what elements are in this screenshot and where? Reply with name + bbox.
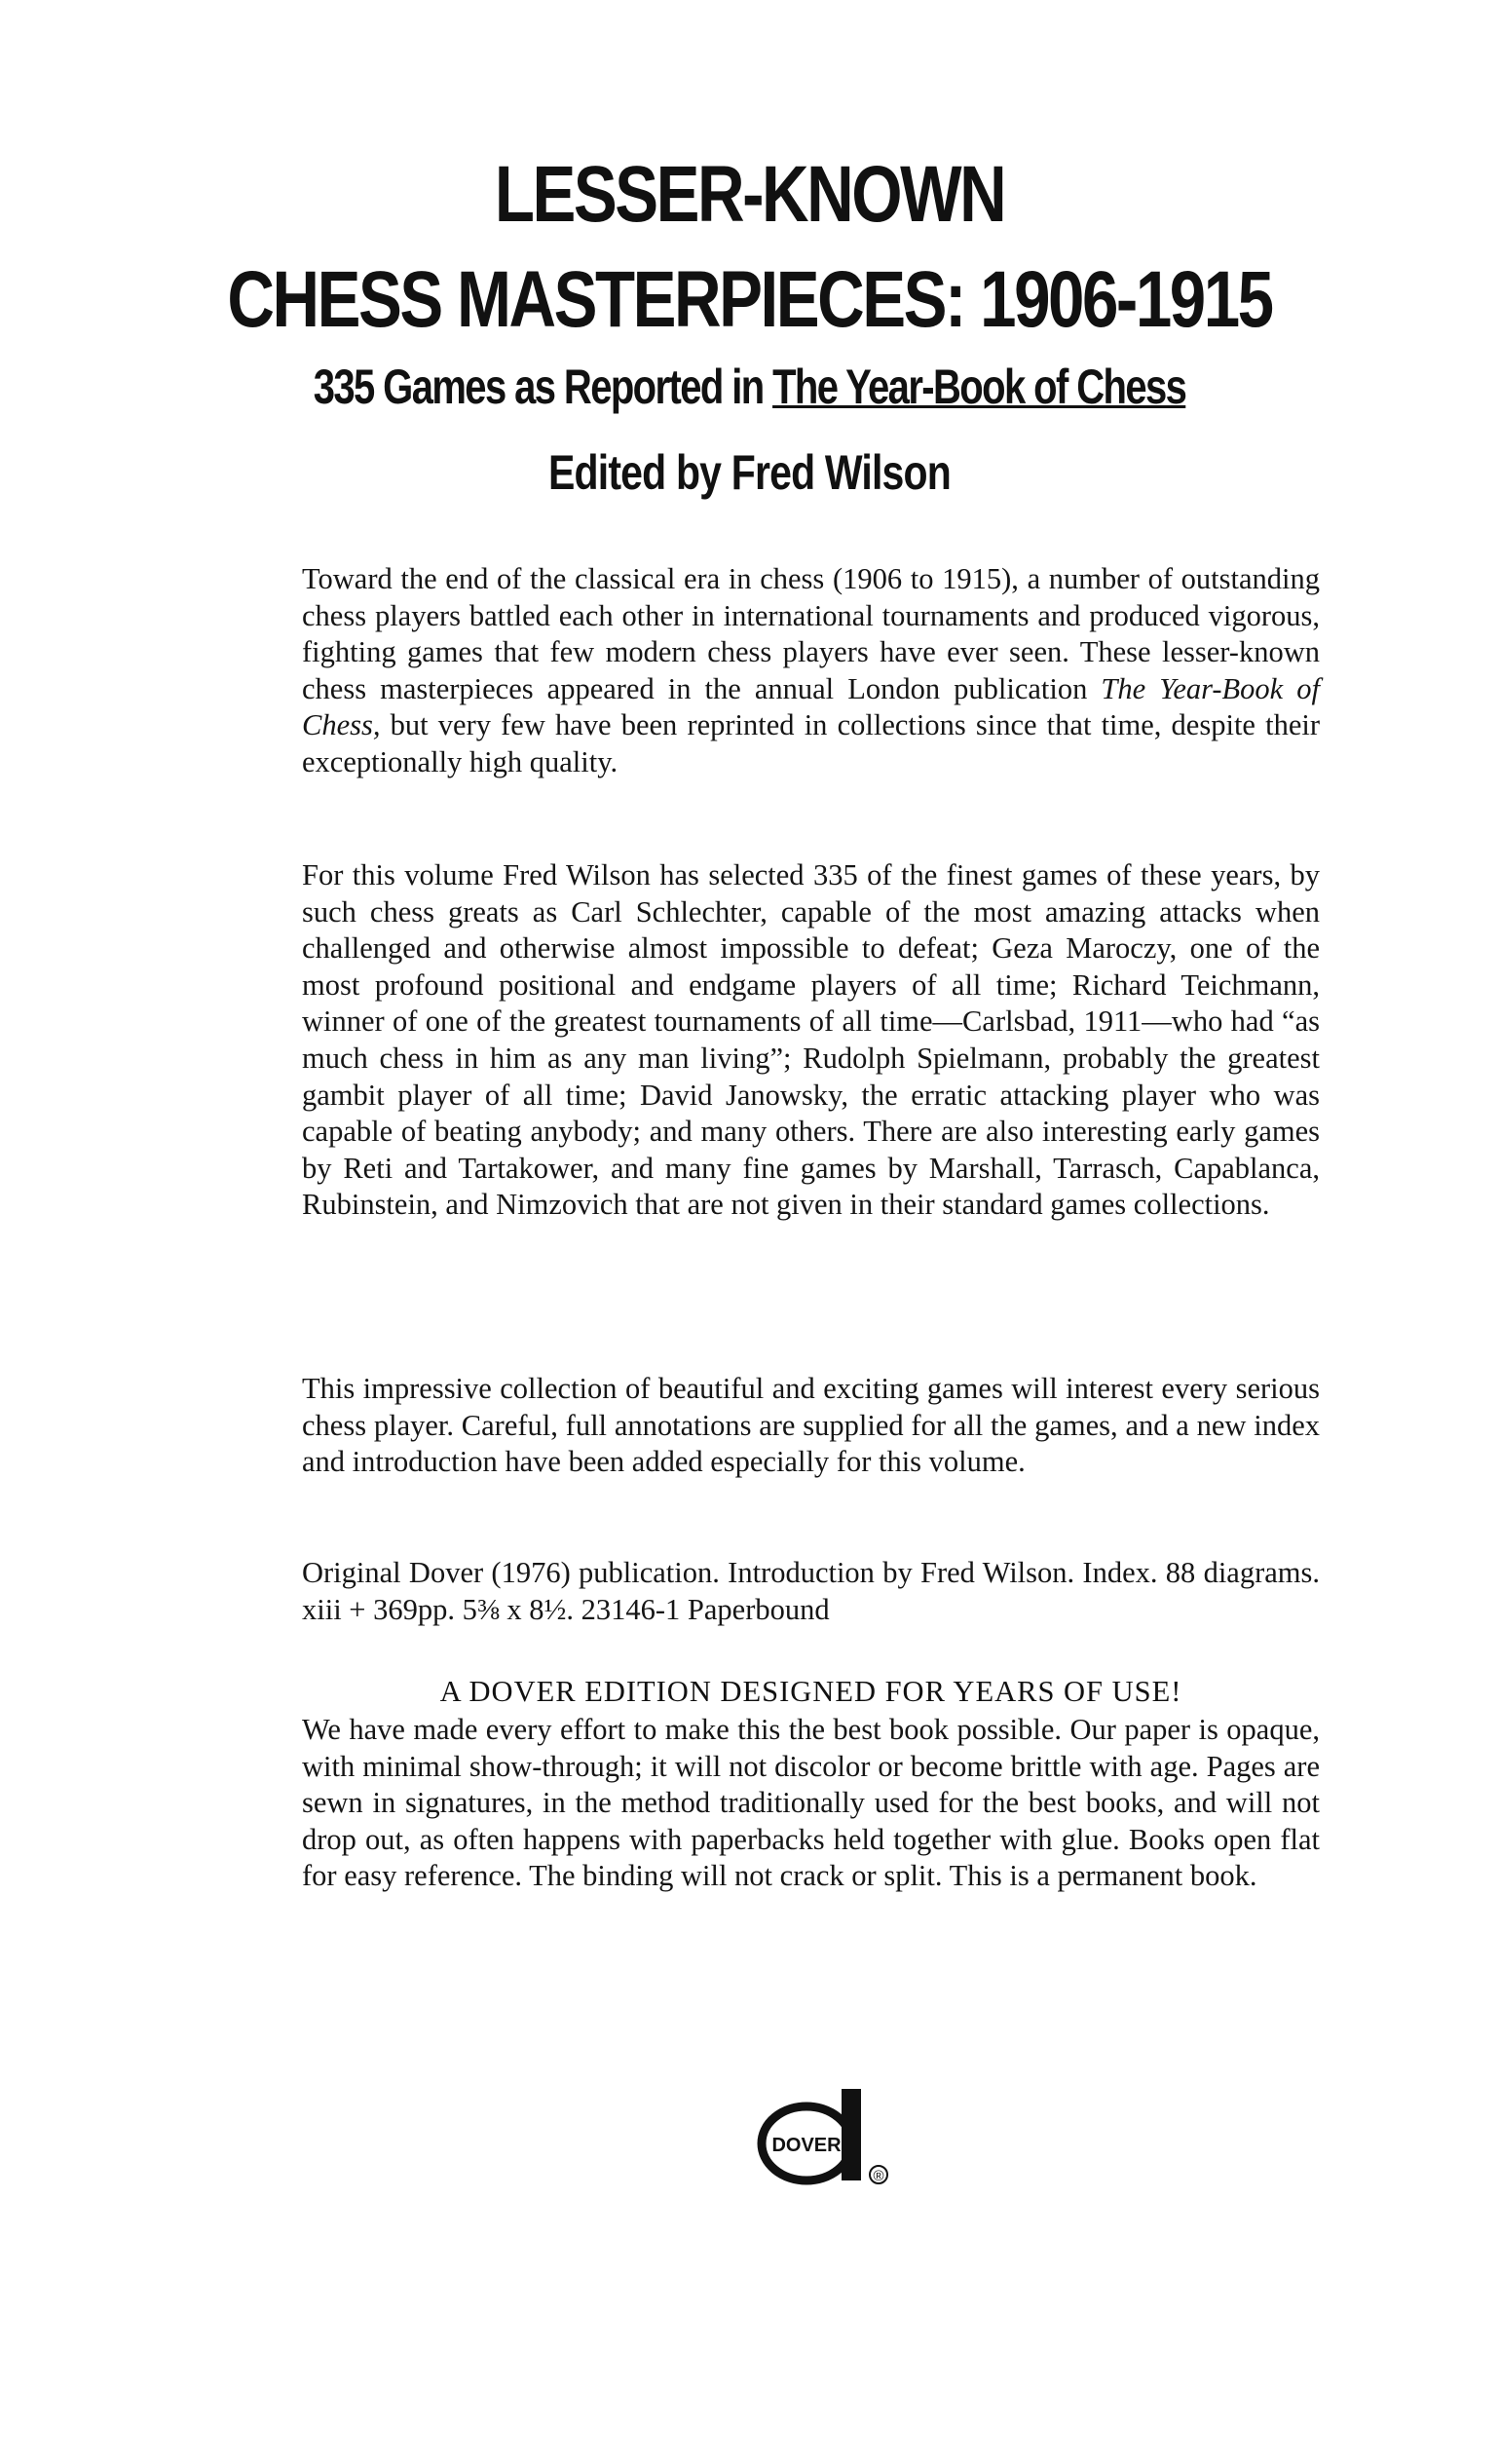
dover-logo-text: DOVER (771, 2135, 842, 2156)
p1-publication-title: The Year-Book of Chess, (302, 671, 1320, 742)
description-paragraph-2: For this volume Fred Wilson has selected 335 of the finest games of these years, by such chess greats as Carl Schlechter, capable of the most amazing attacks when challenged and otherwise almost impossible to defeat; Geza Maroczy, one of the most profound positional and endgame players of all time; Richard Teichmann, winner of one of the greatest tournaments of all time—Carlsbad, 1911—who had “as much chess in him as any man living”; Rudolph Spielmann, probably the greatest gambit player of all time; David Janowsky, the erratic attacking player who was capable of beating anybody; and many others. There are also interesting early games by Reti and Tartakower, and many fine games by Marshall, Tarrasch, Capablanca, Rubinstein, and Nimzovich that are not given in their standard games collections. (302, 858, 1320, 1222)
dover-logo-base (842, 2169, 861, 2180)
p1-text-a: Toward the end of the classical era in chess (1906 to 1915), a number of outstanding chess players battled each other in international tournaments and produced vigorous, fighting games that few modern chess players have ever seen. These lesser-known chess masterpieces appeared in the annual London publication (302, 562, 1320, 705)
description-paragraph-1 (302, 561, 1320, 781)
dover-logo-stem (842, 2089, 861, 2179)
registered-mark: ® (873, 2168, 884, 2184)
editor-credit: Edited by Fred Wilson (548, 445, 951, 500)
publication-details: Original Dover (1976) publication. Introduction by Fred Wilson. Index. 88 diagrams. xiii + 369pp. 5⅜ x 8½. 23146-1 Paperbound (302, 1556, 1320, 1626)
dover-edition-paragraph: We have made every effort to make this the best book possible. Our paper is opaque, with minimal show-through; it will not discolor or become brittle with age. Pages are sewn in signatures, in the method traditionally used for the best books, and will not drop out, as often happens with paperbacks held together with glue. Books open flat for easy reference. The binding will not crack or split. This is a permanent book. (302, 1713, 1320, 1893)
dover-edition-heading: A DOVER EDITION DESIGNED FOR YEARS OF USE! (439, 1675, 1182, 1708)
book-title-line-1: LESSER-KNOWN (494, 150, 1005, 239)
dover-logo (750, 2085, 896, 2192)
p1-text-b: but very few have been reprinted in collections since that time, despite their exceptionally high quality. (302, 708, 1320, 778)
book-subtitle (150, 353, 1349, 421)
description-paragraph-3: This impressive collection of beautiful and exciting games will interest every serious chess player. Careful, full annotations are supplied for all the games, and a new index and introduction have been added especially for this volume. (302, 1372, 1320, 1479)
book-title-line-2: CHESS MASTERPIECES: 1906-1915 (227, 255, 1272, 344)
subtitle-yearbook: The Year-Book of Chess (772, 360, 1186, 414)
subtitle-prefix: 335 Games as Reported in (313, 360, 773, 414)
